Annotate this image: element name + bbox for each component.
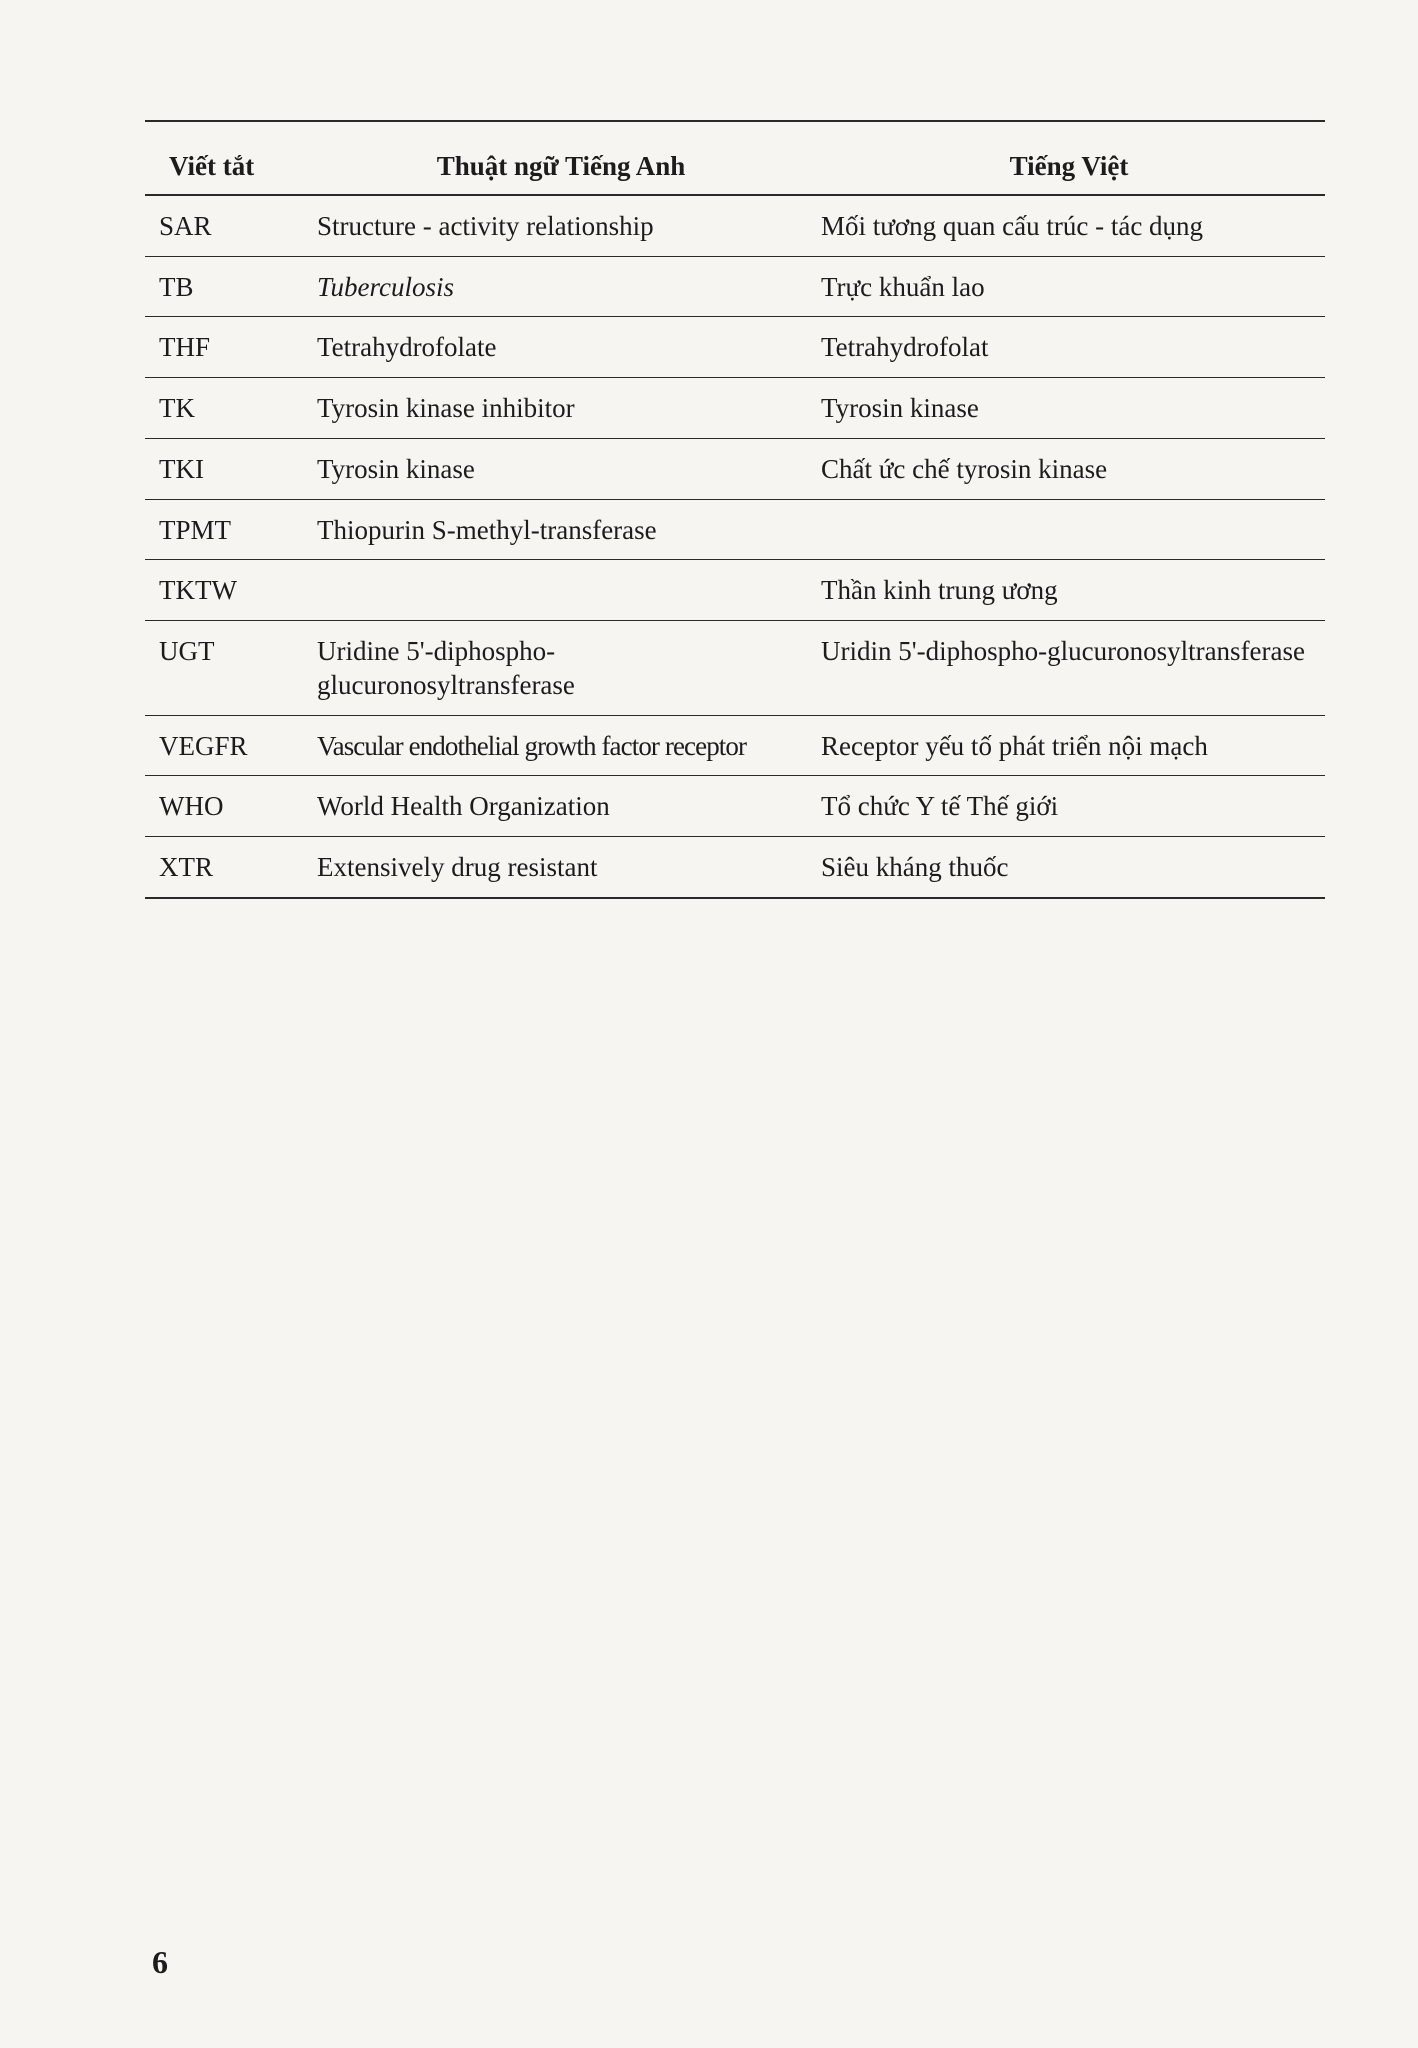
cell-abbreviation: WHO	[145, 776, 309, 837]
table-row	[145, 499, 1325, 560]
cell-vietnamese: Thần kinh trung ương	[813, 560, 1325, 621]
table-row	[145, 776, 1325, 837]
cell-english-term: Structure - activity relationship	[309, 195, 813, 256]
cell-abbreviation: TKTW	[145, 560, 309, 621]
cell-english-term: Uridine 5'-diphospho-glucuronosyltransferase	[309, 621, 813, 716]
cell-vietnamese: Receptor yếu tố phát triển nội mạch	[813, 715, 1325, 776]
cell-english-term: Tyrosin kinase inhibitor	[309, 378, 813, 439]
header-abbreviation: Viết tắt	[145, 121, 309, 195]
cell-abbreviation: UGT	[145, 621, 309, 716]
cell-abbreviation: SAR	[145, 195, 309, 256]
table-row	[145, 438, 1325, 499]
cell-vietnamese: Trực khuẩn lao	[813, 256, 1325, 317]
cell-abbreviation: VEGFR	[145, 715, 309, 776]
cell-english-term: Vascular endothelial growth factor receptor	[309, 715, 813, 776]
cell-english-term: Tuberculosis	[309, 256, 813, 317]
cell-abbreviation: TK	[145, 378, 309, 439]
cell-abbreviation: TB	[145, 256, 309, 317]
table-row	[145, 837, 1325, 898]
cell-english-term: World Health Organization	[309, 776, 813, 837]
cell-english-term: Extensively drug resistant	[317, 852, 598, 882]
cell-vietnamese	[813, 499, 1325, 560]
table-row	[145, 621, 1325, 716]
header-vietnamese: Tiếng Việt	[813, 121, 1325, 195]
cell-abbreviation: XTR	[159, 852, 213, 882]
cell-vietnamese: Tyrosin kinase	[813, 378, 1325, 439]
cell-vietnamese: Chất ức chế tyrosin kinase	[813, 438, 1325, 499]
cell-vietnamese: Tổ chức Y tế Thế giới	[813, 776, 1325, 837]
header-english-term: Thuật ngữ Tiếng Anh	[309, 121, 813, 195]
table-row	[145, 560, 1325, 621]
table-row	[145, 715, 1325, 776]
cell-vietnamese: Siêu kháng thuốc	[821, 852, 1009, 882]
cell-english-term: Tyrosin kinase	[309, 438, 813, 499]
table-row	[145, 195, 1325, 256]
abbreviation-table	[145, 120, 1325, 899]
table-row	[145, 317, 1325, 378]
cell-vietnamese: Tetrahydrofolat	[813, 317, 1325, 378]
cell-vietnamese: Uridin 5'-diphospho-glucuronosyltransferase	[813, 621, 1325, 716]
cell-english-term: Thiopurin S-methyl-transferase	[309, 499, 813, 560]
table-row	[145, 378, 1325, 439]
table-row	[145, 256, 1325, 317]
cell-abbreviation: TKI	[145, 438, 309, 499]
page-number: 6	[152, 1944, 168, 1980]
cell-english-term: Tetrahydrofolate	[309, 317, 813, 378]
table-header-row	[145, 121, 1325, 195]
cell-vietnamese: Mối tương quan cấu trúc - tác dụng	[813, 195, 1325, 256]
cell-abbreviation: THF	[145, 317, 309, 378]
cell-abbreviation: TPMT	[145, 499, 309, 560]
cell-english-term	[309, 560, 813, 621]
